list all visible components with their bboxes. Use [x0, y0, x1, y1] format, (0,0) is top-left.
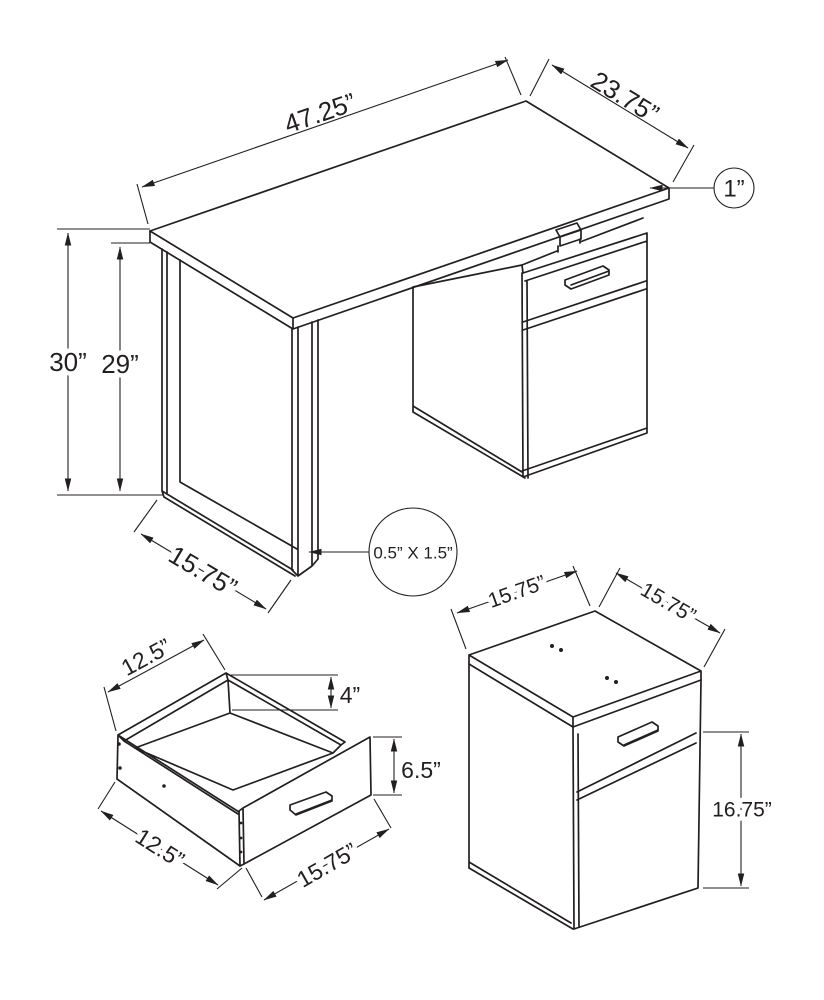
dim-desktop-depth — [530, 59, 694, 182]
drawer-front-height-label: 6.5” — [401, 757, 441, 783]
callout-leg-tube — [309, 508, 457, 596]
cabinet-detail-view — [451, 566, 772, 929]
desk-isometric-view — [49, 57, 754, 613]
cabinet-door-height-label: 16.75” — [712, 798, 772, 822]
cabinet-drawer-handle — [618, 722, 658, 746]
dim-cabinet-door-height — [703, 732, 772, 888]
cabinet-body — [469, 664, 701, 929]
desk-pedestal-cabinet — [413, 218, 647, 478]
dim-drawer-front-width — [246, 799, 391, 900]
dim-cabinet-top-width — [599, 568, 725, 667]
drawer-inner-depth-label: 4” — [339, 682, 361, 708]
drawer-top-width-label: 12.5” — [116, 633, 176, 681]
pedestal-drawer-handle — [565, 266, 609, 289]
dim-drawer-front-height — [373, 737, 441, 795]
underside-height-label: 29” — [101, 349, 139, 379]
desktop-surface — [150, 101, 669, 318]
leg-depth-label: 15.75” — [163, 539, 243, 603]
desktop-depth-label: 23.75” — [585, 65, 665, 129]
dim-underside-height — [101, 243, 150, 491]
cabinet-screw-holes — [550, 644, 618, 684]
pedestal-cable-notch — [556, 223, 581, 252]
drawer-front-width-label: 15.75” — [292, 837, 362, 893]
dim-desktop-width — [137, 57, 521, 224]
overall-height-label: 30” — [49, 347, 87, 377]
drawer-bottom-width-label: 12.5” — [130, 823, 190, 873]
drawer-handle — [290, 792, 332, 815]
callout-top-thickness — [650, 168, 754, 208]
leg-tube-label: 0.5” X 1.5” — [373, 543, 453, 563]
desk-left-leg-frame — [162, 249, 318, 576]
dim-leg-depth — [134, 500, 291, 613]
drawer-detail-view — [98, 633, 441, 900]
cabinet-top-depth-label: 15.75” — [485, 571, 549, 613]
top-thickness-label: 1” — [723, 175, 745, 203]
cabinet-top-width-label: 15.75” — [636, 578, 700, 628]
cabinet-top — [469, 611, 701, 727]
dim-drawer-bottom-width — [98, 782, 242, 889]
desktop-width-label: 47.25” — [280, 86, 360, 140]
